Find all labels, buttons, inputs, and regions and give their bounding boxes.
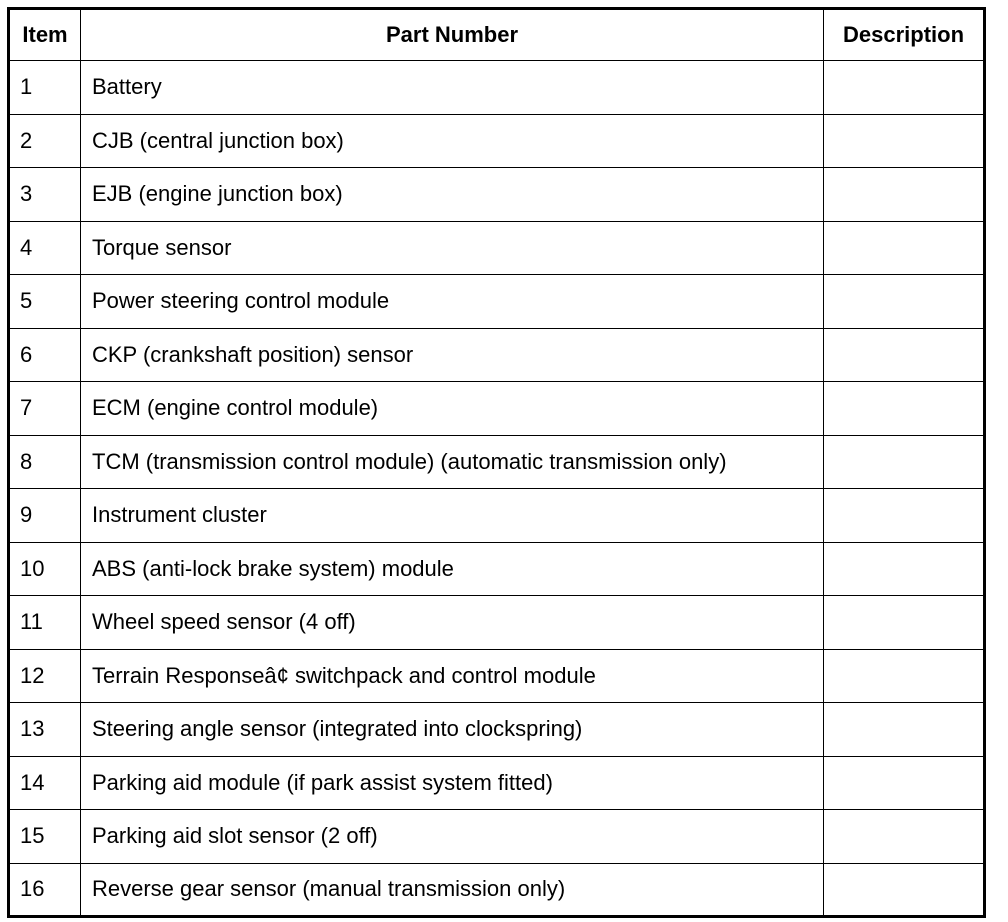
part-name-cell: Parking aid module (if park assist system fitted) [81, 756, 824, 810]
table-row [9, 61, 985, 115]
part-name-cell: Reverse gear sensor (manual transmission only) [81, 863, 824, 917]
parts-table [7, 7, 986, 918]
part-name-cell: EJB (engine junction box) [81, 168, 824, 222]
description-cell [824, 328, 985, 382]
part-name-cell: Instrument cluster [81, 489, 824, 543]
table-row [9, 756, 985, 810]
part-name-cell: Torque sensor [81, 221, 824, 275]
item-number-cell: 12 [9, 649, 81, 703]
part-name-cell: ECM (engine control module) [81, 382, 824, 436]
item-number-cell: 14 [9, 756, 81, 810]
part-name-cell: Wheel speed sensor (4 off) [81, 596, 824, 650]
table-row [9, 435, 985, 489]
description-cell [824, 596, 985, 650]
item-number-cell: 15 [9, 810, 81, 864]
part-name-cell: Power steering control module [81, 275, 824, 329]
part-name-cell: Battery [81, 61, 824, 115]
item-number-cell: 9 [9, 489, 81, 543]
item-number-cell: 16 [9, 863, 81, 917]
description-cell [824, 275, 985, 329]
item-number-cell: 5 [9, 275, 81, 329]
table-row [9, 863, 985, 917]
description-cell [824, 703, 985, 757]
item-number-cell: 1 [9, 61, 81, 115]
item-number-cell: 8 [9, 435, 81, 489]
description-cell [824, 542, 985, 596]
table-row [9, 114, 985, 168]
table-row [9, 221, 985, 275]
description-cell [824, 863, 985, 917]
description-cell [824, 489, 985, 543]
table-row [9, 168, 985, 222]
description-cell [824, 114, 985, 168]
part-name-cell: ABS (anti-lock brake system) module [81, 542, 824, 596]
part-name-cell: Parking aid slot sensor (2 off) [81, 810, 824, 864]
item-number-cell: 3 [9, 168, 81, 222]
description-cell [824, 382, 985, 436]
header-description: Description [824, 9, 985, 61]
item-number-cell: 10 [9, 542, 81, 596]
description-cell [824, 168, 985, 222]
part-name-cell: CKP (crankshaft position) sensor [81, 328, 824, 382]
description-cell [824, 810, 985, 864]
table-row [9, 810, 985, 864]
description-cell [824, 221, 985, 275]
description-cell [824, 61, 985, 115]
table-row [9, 275, 985, 329]
table-row [9, 328, 985, 382]
part-name-cell: TCM (transmission control module) (automatic transmission only) [81, 435, 824, 489]
item-number-cell: 4 [9, 221, 81, 275]
table-row [9, 703, 985, 757]
part-name-cell: Terrain Responseâ¢ switchpack and control module [81, 649, 824, 703]
header-part-number: Part Number [81, 9, 824, 61]
table-row [9, 649, 985, 703]
table-row [9, 542, 985, 596]
item-number-cell: 2 [9, 114, 81, 168]
description-cell [824, 649, 985, 703]
table-row [9, 382, 985, 436]
item-number-cell: 13 [9, 703, 81, 757]
item-number-cell: 7 [9, 382, 81, 436]
part-name-cell: CJB (central junction box) [81, 114, 824, 168]
header-item: Item [9, 9, 81, 61]
table-header-row [9, 9, 985, 61]
description-cell [824, 435, 985, 489]
table-row [9, 489, 985, 543]
description-cell [824, 756, 985, 810]
table-row [9, 596, 985, 650]
item-number-cell: 6 [9, 328, 81, 382]
part-name-cell: Steering angle sensor (integrated into clockspring) [81, 703, 824, 757]
item-number-cell: 11 [9, 596, 81, 650]
